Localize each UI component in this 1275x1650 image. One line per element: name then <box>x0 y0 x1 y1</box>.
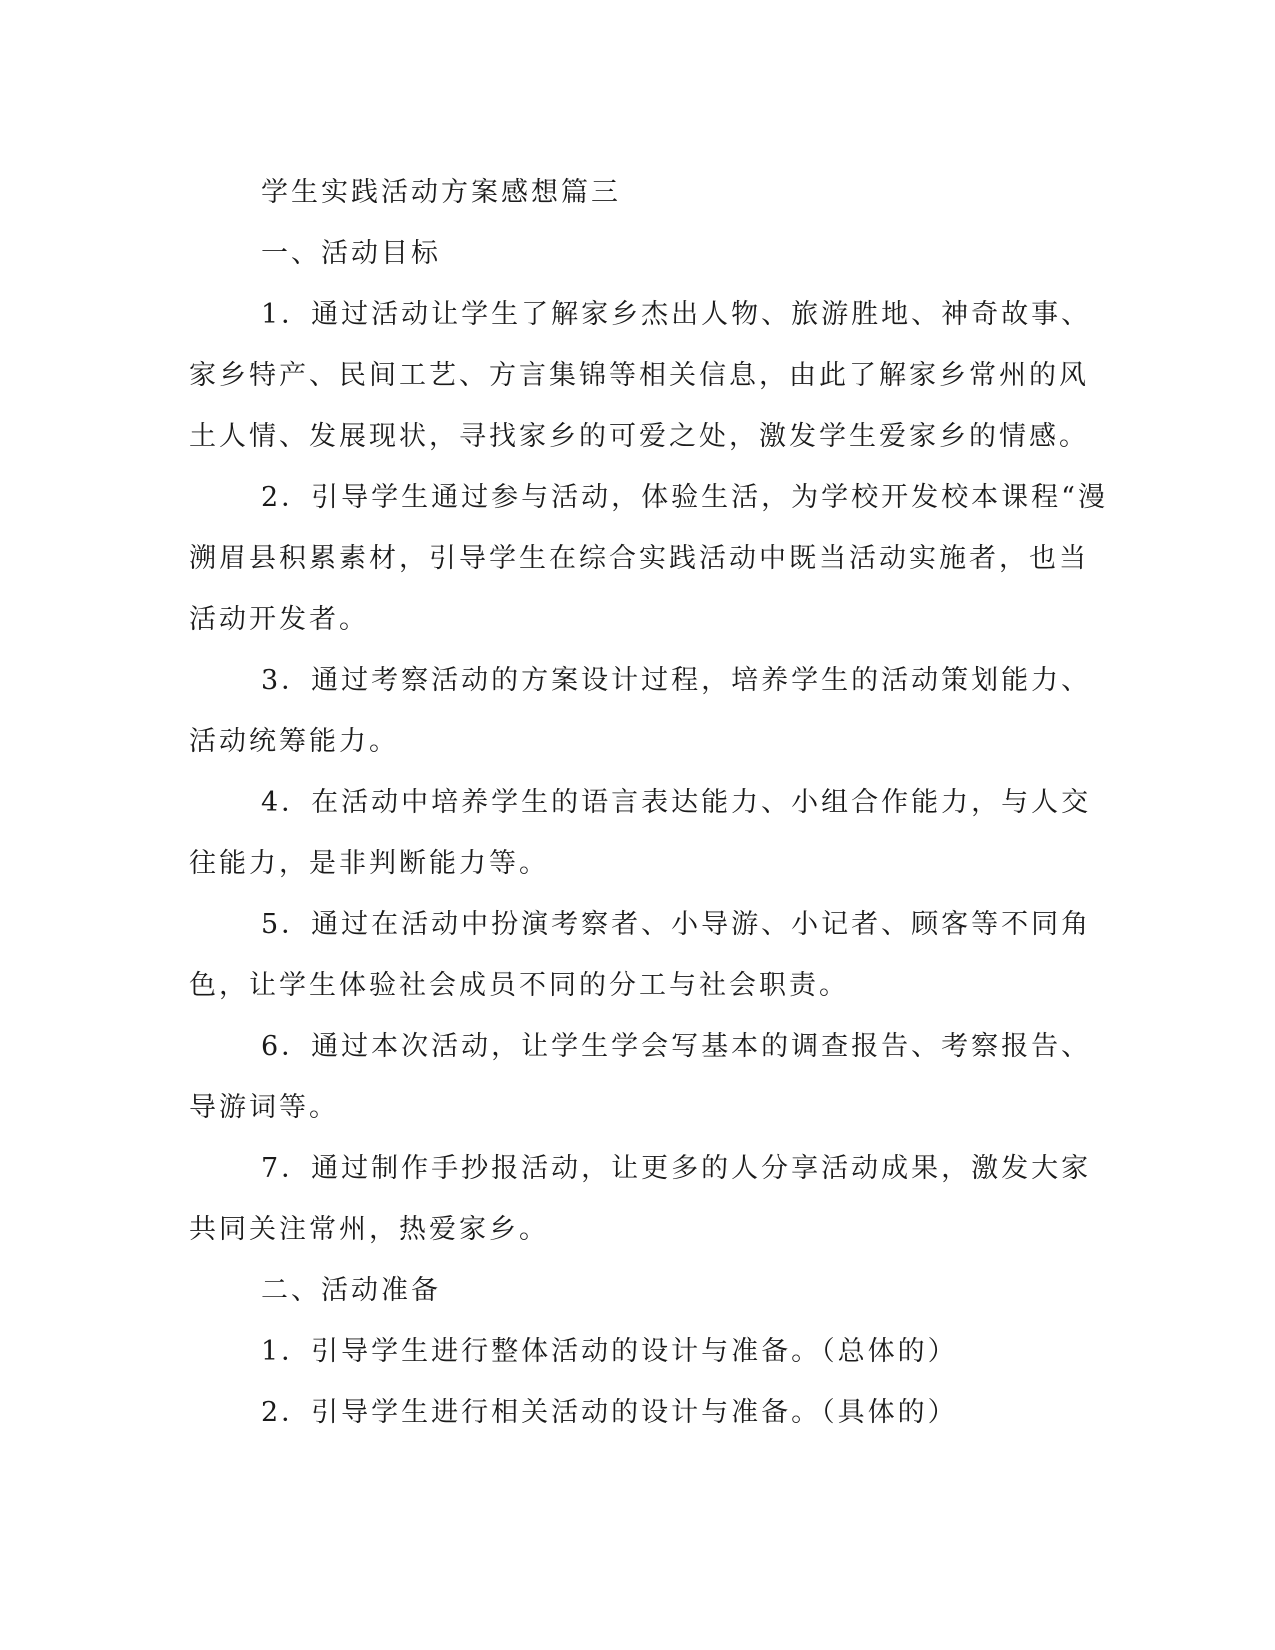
paragraph-line: 2．引导学生进行相关活动的设计与准备。（具体的） <box>261 1397 958 1428</box>
goal-item-5 <box>189 894 1092 1016</box>
prep-item-2 <box>189 1382 1079 1443</box>
paragraph-line: 3．通过考察活动的方案设计过程，培养学生的活动策划能力、 <box>261 665 1092 696</box>
section-heading-goals: 一、活动目标 <box>261 238 441 269</box>
paragraph-line: 家乡特产、民间工艺、方言集锦等相关信息，由此了解家乡常州的风 <box>189 360 1089 391</box>
paragraph-line: 活动统筹能力。 <box>189 726 399 757</box>
goal-item-2 <box>189 467 1108 650</box>
paragraph-line: 活动开发者。 <box>189 604 369 635</box>
paragraph-line: 1．引导学生进行整体活动的设计与准备。（总体的） <box>261 1336 958 1367</box>
document-page <box>189 162 1108 1443</box>
goal-item-3 <box>189 650 1092 772</box>
paragraph-line: 2．引导学生通过参与活动，体验生活，为学校开发校本课程“漫 <box>261 482 1108 513</box>
paragraph-line: 色，让学生体验社会成员不同的分工与社会职责。 <box>189 970 849 1001</box>
prep-item-1 <box>189 1321 1079 1382</box>
document-title: 学生实践活动方案感想篇三 <box>261 177 621 208</box>
paragraph-line: 5．通过在活动中扮演考察者、小导游、小记者、顾客等不同角 <box>261 909 1092 940</box>
goal-item-4 <box>189 772 1092 894</box>
paragraph-line: 溯眉县积累素材，引导学生在综合实践活动中既当活动实施者，也当 <box>189 543 1089 574</box>
goal-item-1 <box>189 284 1092 467</box>
paragraph-line: 4．在活动中培养学生的语言表达能力、小组合作能力，与人交 <box>261 787 1092 818</box>
goal-item-6 <box>189 1016 1092 1138</box>
goal-item-7 <box>189 1138 1092 1260</box>
paragraph-line: 共同关注常州，热爱家乡。 <box>189 1214 549 1245</box>
paragraph-line: 1．通过活动让学生了解家乡杰出人物、旅游胜地、神奇故事、 <box>261 299 1092 330</box>
section-heading-preparation: 二、活动准备 <box>261 1275 441 1306</box>
paragraph-line: 6．通过本次活动，让学生学会写基本的调查报告、考察报告、 <box>261 1031 1092 1062</box>
paragraph-line: 导游词等。 <box>189 1092 339 1123</box>
paragraph-line: 土人情、发展现状，寻找家乡的可爱之处，激发学生爱家乡的情感。 <box>189 421 1089 452</box>
paragraph-line: 7．通过制作手抄报活动，让更多的人分享活动成果，激发大家 <box>261 1153 1092 1184</box>
paragraph-line: 往能力，是非判断能力等。 <box>189 848 549 879</box>
